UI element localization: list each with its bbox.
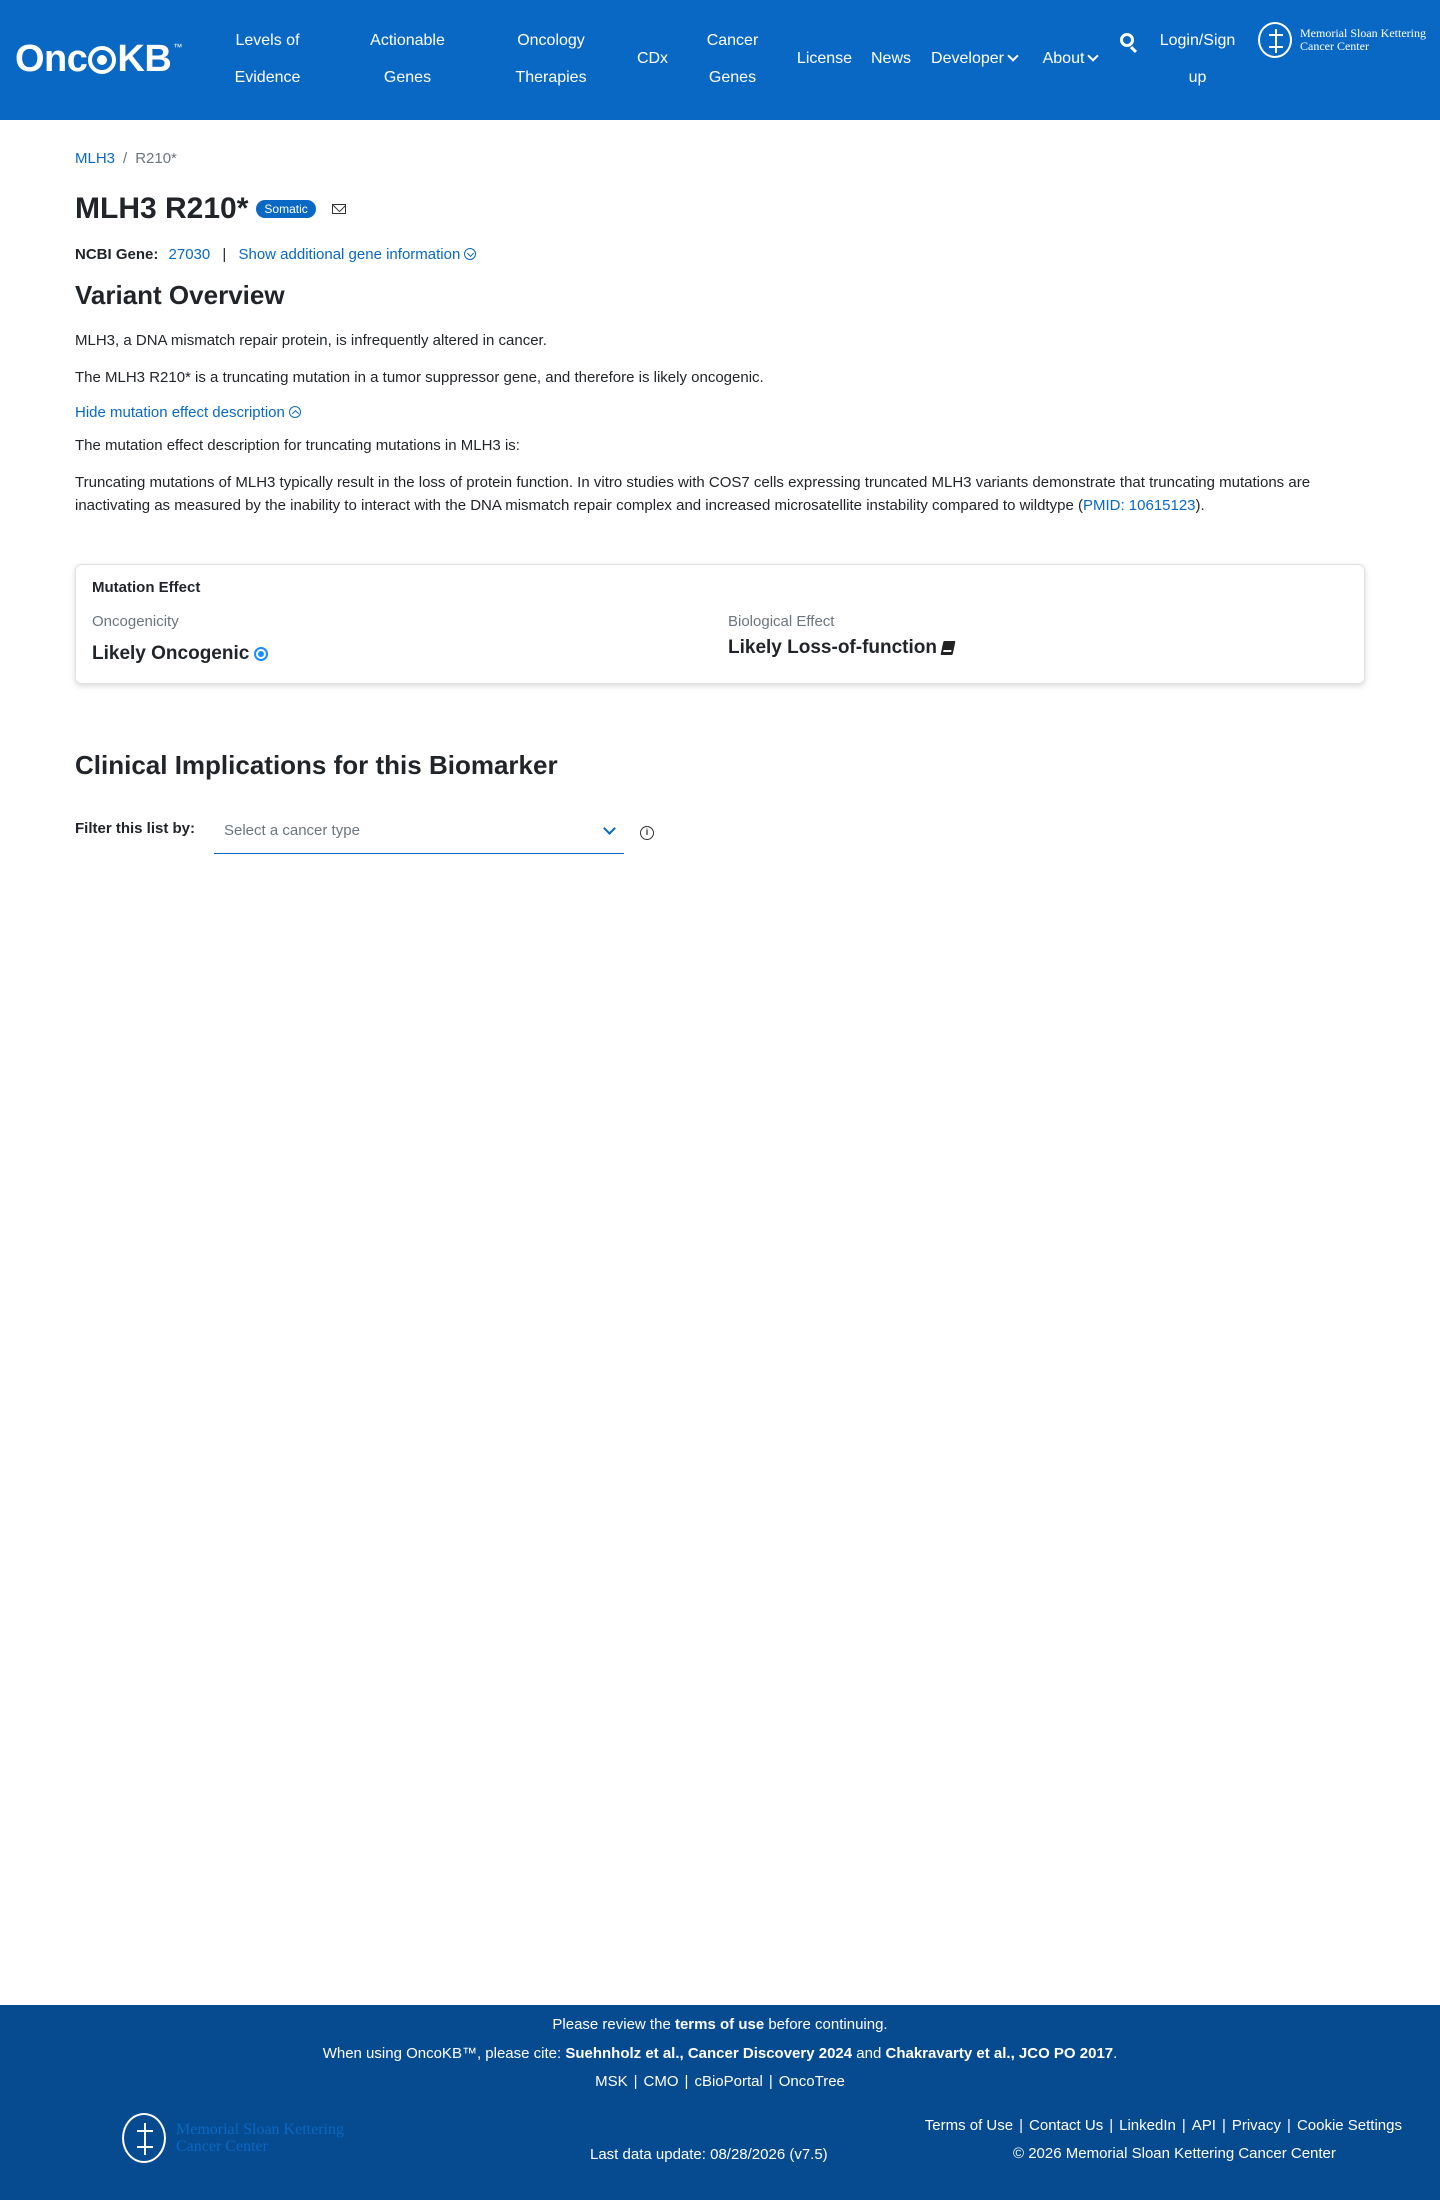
logo-text-pre: Onc	[15, 38, 88, 80]
somatic-badge: Somatic	[256, 200, 315, 218]
breadcrumb-current: R210*	[135, 150, 177, 167]
terms-of-use-link[interactable]: terms of use	[674, 2016, 765, 2033]
msk-line1: Memorial Sloan Kettering	[1300, 26, 1426, 40]
nav-label: Oncology	[517, 32, 585, 49]
cite-link-1[interactable]: Suehnholz et al., Cancer Discovery 2024	[565, 2045, 853, 2062]
nav-developer-dropdown[interactable]	[925, 40, 1023, 77]
biological-effect-label: Biological Effect	[728, 613, 835, 630]
gene-info-separator: |	[222, 246, 227, 263]
show-gene-info-toggle[interactable]	[238, 246, 476, 263]
search-icon[interactable]	[1120, 33, 1134, 47]
last-data-update: Last data update: 08/28/2026 (v7.5)	[590, 2146, 828, 2163]
select-placeholder: Select a cancer type	[224, 822, 360, 839]
biological-effect-text: Likely Loss-of-function	[728, 637, 937, 658]
oncokb-logo[interactable]	[15, 38, 182, 81]
nav-label: About	[1042, 50, 1085, 67]
msk-logo-text	[1300, 27, 1426, 53]
nav-license[interactable]	[792, 40, 857, 77]
hide-mutation-effect-toggle[interactable]	[75, 404, 301, 421]
mutation-effect-text: Truncating mutations of MLH3 typically result in the loss of protein function. In vitro studies with COS7 cells expressing truncated MLH3 variants demonstrate that truncating mutations are inactivating as measured by the inability to interact with the DNA mismatch repair complex and increased microsatellite instability compared to wildtype (	[75, 474, 1311, 514]
nav-oncology-therapies[interactable]	[505, 22, 597, 96]
chevron-down-icon	[603, 822, 616, 835]
nav-label: Developer	[931, 50, 1004, 67]
logo-text-post: KB	[117, 38, 172, 80]
oncogenic-icon[interactable]	[254, 647, 268, 661]
msk-logo-text	[176, 2121, 344, 2155]
mutation-effect-card	[75, 564, 1365, 684]
page-title	[75, 192, 346, 226]
nav-label: Login/Sign	[1159, 32, 1236, 49]
citation-notice	[0, 2045, 1440, 2062]
nav-levels-of-evidence[interactable]	[225, 22, 310, 96]
contact-us-link[interactable]: Contact Us	[1029, 2117, 1104, 2134]
oncogenicity-label: Oncogenicity	[92, 613, 179, 630]
cancer-type-select[interactable]	[214, 818, 624, 854]
nav-cancer-genes[interactable]	[700, 22, 765, 96]
nav-label: License	[796, 50, 853, 67]
filter-label: Filter this list by:	[75, 820, 196, 837]
toggle-label: Show additional gene information	[238, 246, 461, 263]
mutation-effect-title: Mutation Effect	[92, 579, 201, 596]
ncbi-gene-label: NCBI Gene:	[75, 246, 159, 263]
logo-tm: ™	[173, 42, 182, 52]
variant-title: MLH3 R210*	[75, 192, 249, 225]
top-navbar	[0, 0, 1440, 120]
overview-paragraph-1: MLH3, a DNA mismatch repair protein, is infrequently altered in cancer.	[75, 332, 547, 349]
breadcrumb	[75, 150, 177, 167]
msk-line2: Cancer Center	[1300, 39, 1369, 53]
copyright: © 2026 Memorial Sloan Kettering Cancer Center	[1013, 2145, 1336, 2162]
cookie-settings-link[interactable]: Cookie Settings	[1296, 2117, 1402, 2134]
overview-paragraph-3: The mutation effect description for truncating mutations in MLH3 is:	[75, 437, 520, 454]
cite-text: When using OncoKB™, please cite:	[322, 2045, 566, 2062]
info-icon[interactable]: i	[640, 826, 654, 840]
cite-end: .	[1113, 2045, 1118, 2062]
pmid-link[interactable]: PMID: 10615123	[1082, 497, 1196, 514]
cite-and: and	[852, 2045, 886, 2062]
nav-label: Actionable	[370, 32, 445, 49]
overview-paragraph-2: The MLH3 R210* is a truncating mutation in a tumor suppressor gene, and therefore is likely oncogenic.	[75, 369, 764, 386]
msk-emblem-icon	[122, 2113, 166, 2163]
nav-label: Levels of	[235, 32, 300, 49]
terms-link[interactable]: Terms of Use	[924, 2117, 1014, 2134]
msk-line1: Memorial Sloan Kettering	[176, 2121, 344, 2138]
oncogenicity-value	[92, 643, 268, 665]
msk-emblem-icon	[1258, 22, 1292, 58]
footer-msk-logo[interactable]	[122, 2113, 344, 2163]
mutation-effect-text-end: ).	[1195, 497, 1205, 514]
biological-effect-value	[728, 637, 954, 659]
chevron-circle-up-icon	[289, 406, 301, 418]
nav-actionable-genes[interactable]	[360, 22, 455, 96]
variant-overview-heading: Variant Overview	[75, 280, 285, 310]
nav-label: up	[1188, 69, 1207, 86]
nav-label: Genes	[383, 69, 432, 86]
nav-label: CDx	[636, 50, 669, 67]
linkedin-link[interactable]: LinkedIn	[1119, 2117, 1176, 2134]
breadcrumb-separator: /	[123, 150, 128, 167]
cite-link-2[interactable]: Chakravarty et al., JCO PO 2017	[885, 2045, 1114, 2062]
api-link[interactable]: API	[1191, 2117, 1216, 2134]
nav-label: Evidence	[234, 69, 301, 86]
terms-notice	[0, 2016, 1440, 2033]
footer	[0, 2005, 1440, 2200]
nav-label: News	[870, 50, 911, 67]
msk-line2: Cancer Center	[176, 2138, 268, 2155]
chevron-down-icon	[1088, 50, 1099, 61]
nav-news[interactable]	[866, 40, 916, 77]
chevron-down-icon	[1007, 50, 1018, 61]
oncogenicity-text: Likely Oncogenic	[92, 643, 250, 664]
nav-label: Cancer	[706, 32, 759, 49]
nav-label: Therapies	[515, 69, 587, 86]
overview-paragraph-4	[75, 471, 1365, 517]
nav-login-signup[interactable]	[1150, 22, 1245, 96]
nav-about-dropdown[interactable]	[1036, 40, 1104, 77]
breadcrumb-gene-link[interactable]: MLH3	[75, 150, 116, 167]
nav-cdx[interactable]	[630, 40, 675, 77]
msk-link[interactable]: MSK	[595, 2073, 628, 2090]
ncbi-gene-link[interactable]: 27030	[168, 246, 211, 263]
nav-label: Genes	[708, 69, 757, 86]
partner-links: MSK | CMO | cBioPortal | OncoTree	[595, 2073, 845, 2090]
chevron-circle-down-icon	[464, 248, 476, 260]
logo-target-icon	[88, 46, 116, 74]
privacy-link[interactable]: Privacy	[1231, 2117, 1282, 2134]
terms-text-end: before continuing.	[764, 2016, 888, 2033]
msk-logo[interactable]	[1258, 22, 1426, 58]
cmo-link[interactable]: CMO	[643, 2073, 679, 2090]
footer-links: Terms of Use | Contact Us | LinkedIn | API | Privacy | Cookie Settings	[924, 2117, 1402, 2134]
oncotree-link[interactable]: OncoTree	[778, 2073, 845, 2090]
terms-text: Please review the	[552, 2016, 675, 2033]
clinical-implications-heading: Clinical Implications for this Biomarker	[75, 750, 558, 780]
book-icon[interactable]	[941, 641, 956, 655]
mail-icon[interactable]	[332, 204, 346, 214]
gene-info	[75, 246, 476, 263]
toggle-label: Hide mutation effect description	[75, 404, 285, 421]
cbioportal-link[interactable]: cBioPortal	[694, 2073, 763, 2090]
